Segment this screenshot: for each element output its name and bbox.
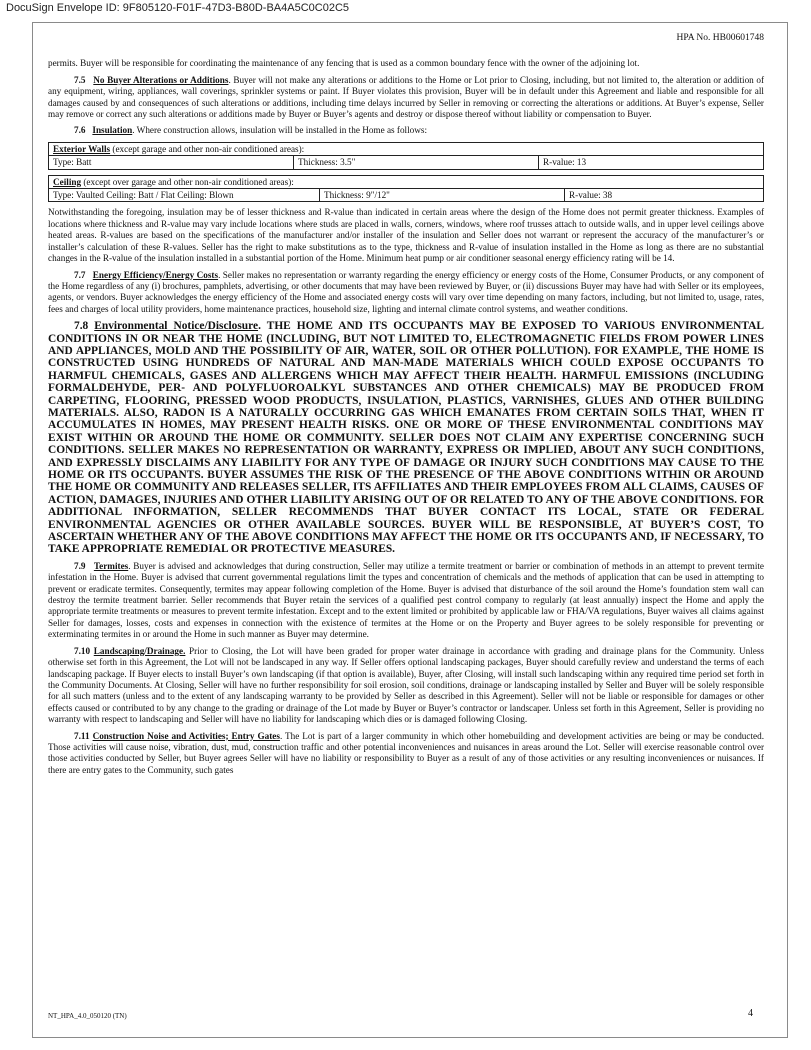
document-body (48, 33, 764, 781)
section-number: 7.9 (74, 560, 86, 571)
section-7-8 (48, 320, 764, 556)
section-title: Landscaping/Drainage. (93, 645, 186, 656)
section-title: Insulation (92, 125, 133, 136)
section-number: 7.10 (74, 645, 91, 656)
section-7-6 (48, 125, 764, 136)
insulation-thickness: Thickness: 3.5" (294, 156, 539, 169)
table-header (49, 142, 764, 155)
section-7-9 (48, 561, 764, 641)
section-text: . THE HOME AND ITS OCCUPANTS MAY BE EXPOSED TO VARIOUS ENVIRONMENTAL CONDITIONS IN OR NEAR THE HOME (INCLUDING, BUT NOT LIMITED TO, ELECTROMAGNETIC FIELDS FROM POWER LINES AND APPLIANCES, MOLD AND THE POSSIBILITY OF AIR, WATER, SOIL OR OTHER POLLUTION). FOR EXAMPLE, THE HOME IS CONSTRUCTED USING HUNDREDS OF NATURAL AND MAN-MADE MATERIALS WHICH COULD EXPOSE OCCUPANTS TO HARMFUL CHEMICALS, GASES AND ALLERGENS WHICH MAY AFFECT THEIR HEALTH. HARMFUL EMISSIONS (INCLUDING FORMALDEHYDE, PER- AND POLYFLUOROALKYL SUBSTANCES AND OTHER CHEMICALS) MAY BE PRODUCED FROM CARPETING, FLOORING, PRESSED WOOD PRODUCTS, INSULATION, PLASTICS, VARNISHES, GLUES AND OTHER BUILDING MATERIALS. ALSO, RADON IS A NATURALLY OCCURRING GAS WHICH EMANATES FROM CERTAIN SOILS THAT, WHEN IT ACCUMULATES IN HOMES, MAY PRESENT HEALTH RISKS. ONE OR MORE OF THESE ENVIRONMENTAL CONDITIONS MAY EXIST WITHIN OR AROUND THE HOME OR COMMUNITY. SELLER DOES NOT CLAIM ANY EXPERTISE CONCERNING SUCH CONDITIONS. SELLER MAKES NO REPRESENTATION OR WARRANTY, EXPRESS OR IMPLIED, ABOUT ANY SUCH CONDITIONS, AND EXPRESSLY DISCLAIMS ANY LIABILITY FOR ANY TYPE OF DAMAGE OR INJURY SUCH CONDITIONS MAY CAUSE TO THE HOME OR ITS OCCUPANTS. BUYER ASSUMES THE RISK OF THE PRESENCE OF THE ABOVE CONDITIONS WITHIN OR AROUND THE HOME OR COMMUNITY AND RELEASES SELLER, ITS AFFILIATES AND THEIR EMPLOYEES FROM ALL CLAIMS, CAUSES OF ACTION, DAMAGES, INJURIES AND OTHER LIABILITY ARISING OUT OF OR RELATED TO ANY OF THE ABOVE CONDITIONS. FOR ADDITIONAL INFORMATION, SELLER RECOMMENDS THAT BUYER CONTACT ITS LOCAL, STATE OR FEDERAL ENVIRONMENTAL AGENCIES OR OTHER AVAILABLE SOURCES. BUYER WILL BE RESPONSIBLE, AT BUYER’S COST, TO ASCERTAIN WHETHER ANY OF THE ABOVE CONDITIONS MAY AFFECT THE HOME OR ITS OCCUPANTS AND, IF NECESSARY, TO TAKE APPROPRIATE REMEDIAL OR PROTECTIVE MEASURES. (48, 320, 764, 556)
table-header-rest: (except over garage and other non-air conditioned areas): (81, 176, 294, 187)
section-title: Termites (93, 560, 129, 571)
insulation-type: Type: Vaulted Ceiling: Batt / Flat Ceiling: Blown (49, 189, 320, 202)
table-header-title: Ceiling (53, 176, 82, 187)
section-title: Environmental Notice/Disclosure (94, 320, 259, 333)
hpa-number: HPA No. HB00601748 (676, 33, 764, 43)
insulation-note: Notwithstanding the foregoing, insulation may be of lesser thickness and R-value than indicated in certain areas where the design of the Home does not permit greater thickness. Examples of locations where thickness and R-value may vary include locations where studs are placed in walls, corners, windows, where roof trusses attach to outside walls, and in upper level ceilings above heated areas. R-values are based on the specifications of the manufacturer and/or installer of the insulation and Seller does not warrant or represent the accuracy of the manufacturer’s or installer’s calculation of these R-values. Seller has the right to make substitutions as to the type, thickness and R-value of insulation installed in the Home as long as there are no substantial changes in the R-value of the insulation installed in a substantial portion of the Home. Minimum heat pump or air conditioner seasonal energy efficiency rating will be 14. (48, 207, 764, 264)
table-header (49, 175, 764, 188)
docusign-envelope-id: DocuSign Envelope ID: 9F805120-F01F-47D3-B80D-BA4A5C0C02C5 (6, 2, 350, 14)
insulation-r-value: R-value: 13 (539, 156, 764, 169)
insulation-thickness: Thickness: 9"/12" (320, 189, 565, 202)
intro-paragraph: permits. Buyer will be responsible for coordinating the maintenance of any fencing that is used as a common boundary fence with the owner of the adjoining lot. (48, 58, 640, 69)
section-text: . The Lot is part of a larger community in which other homebuilding and development activities are being or may be conducted. Those activities will cause noise, vibration, dust, mud, construction traffic and other potential inconveniences and nuisances in areas around the Lot. Seller will exercise reasonable control over those activities conducted by Seller, but Buyer agrees Seller will have no liability or responsibility to Buyer as a result of any of those activities or any resulting inconveniences or nuisances. If there are entry gates to the Community, such gates (48, 730, 764, 775)
section-number: 7.11 (74, 730, 90, 741)
section-text: Prior to Closing, the Lot will have been graded for proper water drainage in accordance with grading and drainage plans for the Community. Unless otherwise set forth in this Agreement, the Lot will not be landscaped in any way. If Seller offers optional landscaping packages, Buyer should carefully review and understand the terms of each landscaping package. If Buyer elects to install Buyer’s own landscaping (if that option is available), Buyer, after Closing, will install such landscaping within any required time period set forth in the Community Documents. At Closing, Seller will have no further responsibility for soil erosion, soil conditions, drainage or landscaping installed by Seller and Buyer will be solely responsible for all such matters (unless and to the extent of any landscaping warranty to be provided by Seller as described in this Agreement). Seller will not be liable or responsible for damages or other effects caused or contributed to by any change to the grading or drainage of the Lot made by Buyer or Buyer’s contractor or landscaper. Unless set forth in this Agreement, Seller is providing no warranty with respect to landscaping and Seller will have no liability for landscaping which dies or is damaged following Closing. (48, 645, 765, 725)
section-number: 7.6 (74, 125, 86, 136)
section-7-10 (48, 646, 764, 726)
section-7-7 (48, 270, 764, 316)
table-header-title: Exterior Walls (53, 143, 111, 154)
section-7-11 (48, 731, 764, 777)
exterior-walls-table (48, 142, 764, 170)
section-number: 7.8 (74, 320, 89, 333)
section-number: 7.7 (74, 269, 86, 280)
section-title: Construction Noise and Activities; Entry Gates (92, 730, 280, 741)
form-identifier: NT_HPA_4.0_050120 (TN) (48, 1012, 127, 1020)
section-number: 7.5 (74, 74, 86, 85)
section-text: . Where construction allows, insulation will be installed in the Home as follows: (132, 125, 428, 136)
page-number: 4 (748, 1008, 753, 1019)
insulation-r-value: R-value: 38 (565, 189, 764, 202)
ceiling-table (48, 175, 764, 203)
section-text: . Buyer is advised and acknowledges that during construction, Seller may utilize a termite treatment or barrier or combination of methods in an attempt to prevent termite infestation in the Home. Buyer is advised that current governmental regulations limit the types and concentration of chemicals and the methods of application that can be used in attempting to prevent or eradicate termites. Consequently, termites may appear following completion of the Home. Buyer is advised that disturbance of the soil around the Home’s foundation stem wall can destroy the termite treatment barrier. Seller recommends that Buyer retain the services of a qualified pest control company to regularly (at least annually) inspect the Home and apply the appropriate termite treatments or measures to prevent termite infestation. Except and to the extent limited or prohibited by applicable law or FHA/VA regulations, Buyer waives all claims against Seller for damages, losses, costs and expenses in connection with the existence of termites at the Home or on the Property and Buyer agrees to be solely responsible for preventing or exterminating termites in or around the Home in such manner as Buyer may determine. (48, 560, 764, 640)
section-7-5 (48, 75, 764, 121)
section-text: . Seller makes no representation or warranty regarding the energy efficiency or energy costs of the Home, Consumer Products, or any component of the Home regardless of any (i) brochures, pamphlets, advertising, or other documents that may have been reviewed by Buyer, or (ii) discussions Buyer may have had with Seller or its employees, agents, or vendors. Buyer acknowledges the energy efficiency of the Home and associated energy costs will vary over time depending on many factors, including, but not limited to, usage, rates, fees and charges of local utility providers, home maintenance practices, household size, lighting and internal climate control systems, and weather conditions. (48, 269, 764, 314)
table-header-rest: (except garage and other non-air conditioned areas): (110, 143, 305, 154)
section-title: Energy Efficiency/Energy Costs (92, 269, 219, 280)
insulation-type: Type: Batt (49, 156, 294, 169)
section-title: No Buyer Alterations or Additions (93, 74, 229, 85)
section-text: . Buyer will not make any alterations or additions to the Home or Lot prior to Closing, including, but not limited to, the alteration or addition of any equipment, wiring, appliances, wall coverings, sprinkler systems or paint. If Buyer violates this provision, Buyer will be in default under this Agreement and liable and responsible for all damages caused by and consequences of such alterations or additions, including time delays incurred by Seller in removing or correcting the alterations or additions. At Buyer’s expense, Seller may remove or correct any such alterations or additions made by Buyer or Buyer’s agents and destroy or dispose thereof without liability or compensation to Buyer. (48, 74, 765, 120)
